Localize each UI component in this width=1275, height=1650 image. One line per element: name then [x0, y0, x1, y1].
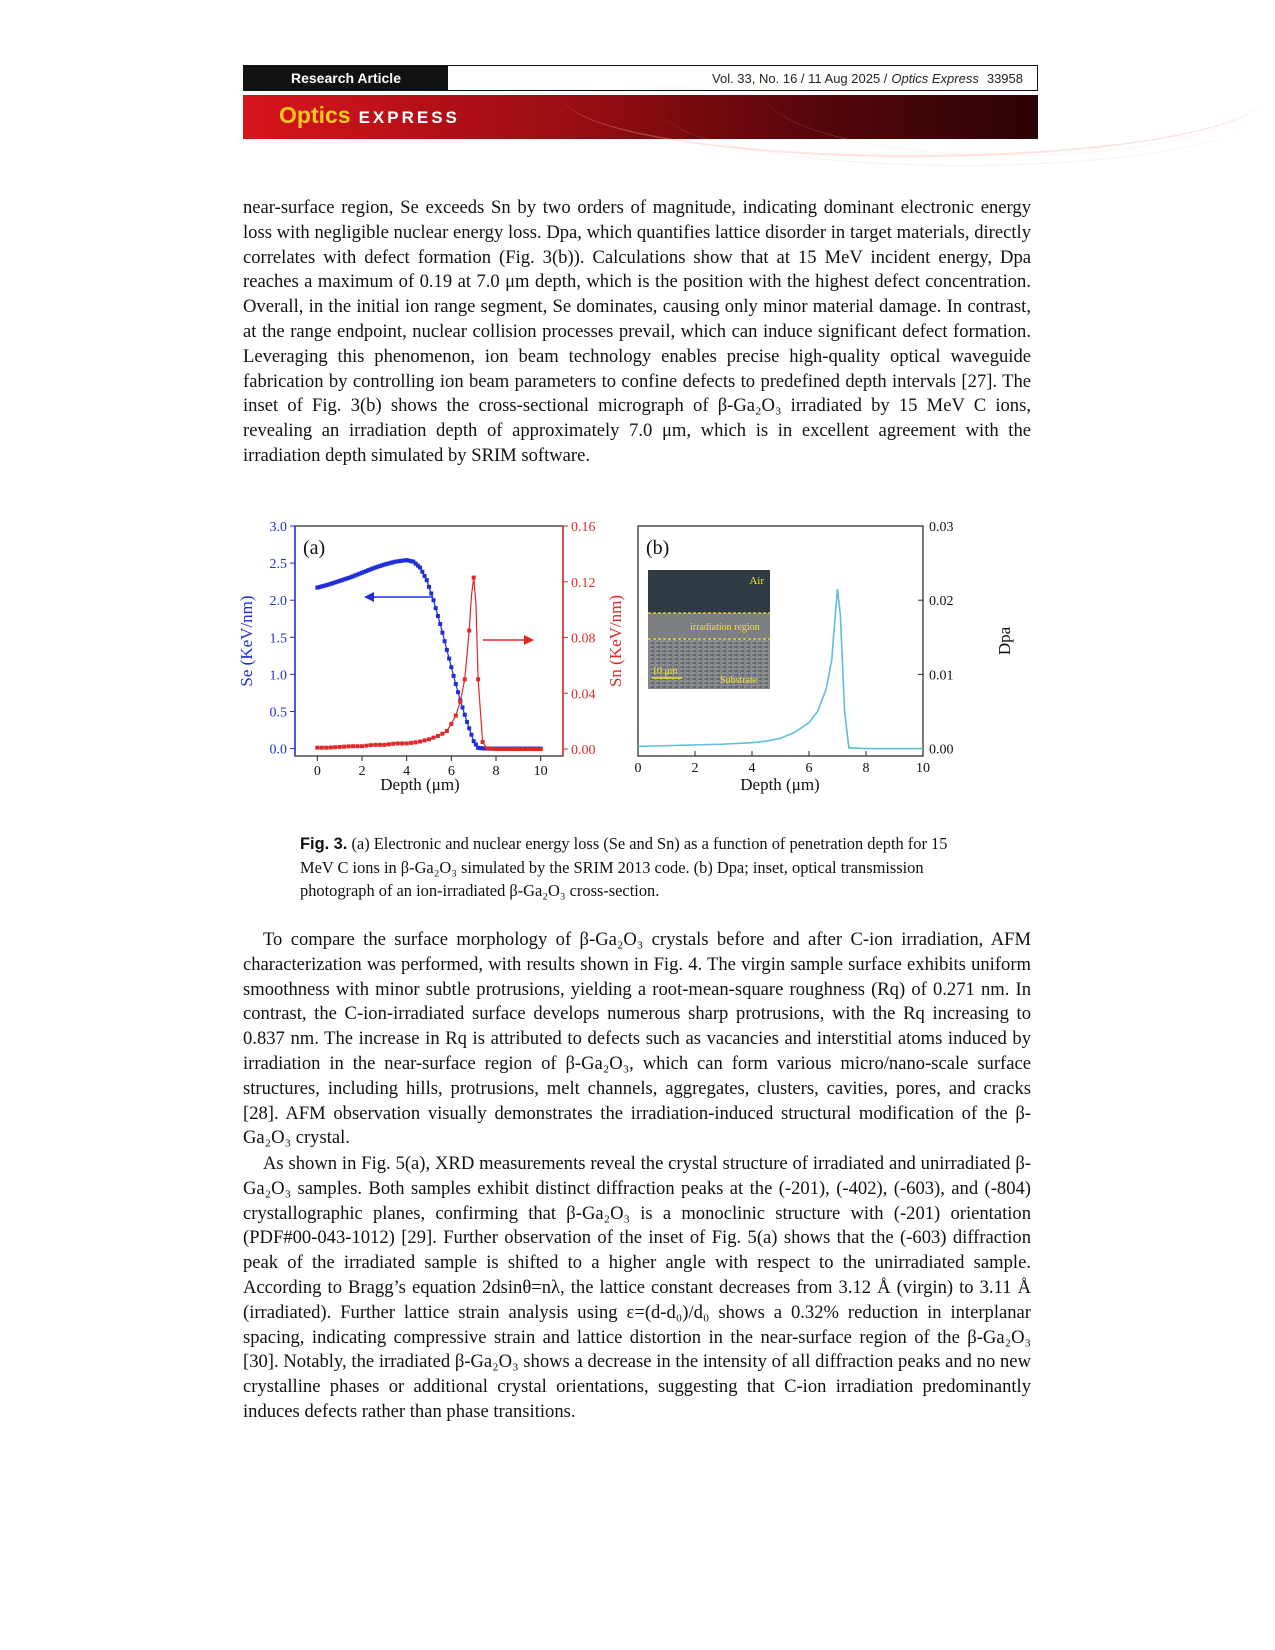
inset-scale-label: 10 μm — [652, 666, 678, 677]
journal-banner — [243, 95, 1038, 139]
se-point — [429, 592, 433, 596]
se-point — [463, 713, 467, 717]
sn-point — [356, 744, 360, 748]
y2-tick-label: 0.08 — [571, 631, 596, 647]
sn-point — [369, 743, 373, 747]
x-tick-label: 8 — [492, 764, 500, 779]
se-point — [440, 631, 444, 635]
sn-point — [476, 677, 480, 681]
y2-tick-label: 0.03 — [929, 520, 954, 535]
se-point — [443, 639, 447, 643]
y2-tick-label: 0.01 — [929, 668, 954, 684]
x-tick-label: 2 — [691, 761, 699, 776]
se-series — [315, 558, 542, 750]
x-tick-label: 2 — [358, 764, 366, 779]
panel-b-chart — [635, 520, 1015, 794]
x-tick-label: 10 — [533, 764, 548, 779]
se-point — [465, 720, 469, 724]
sn-point — [521, 747, 525, 751]
se-point — [447, 657, 451, 661]
sn-point — [329, 745, 333, 749]
se-point — [434, 606, 438, 610]
se-point — [456, 690, 460, 694]
panel-b-x-ticks — [635, 751, 931, 776]
x-tick-label: 6 — [805, 761, 813, 776]
panel-a-chart — [237, 520, 625, 794]
y2-tick-label: 0.00 — [929, 742, 954, 758]
sn-point — [364, 744, 368, 748]
sn-point — [463, 677, 467, 681]
sn-point — [378, 743, 382, 747]
y-tick-label: 1.0 — [269, 668, 287, 684]
article-type-label: Research Article — [244, 66, 448, 90]
se-point — [431, 598, 435, 602]
panel-b-y2-axis-title: Dpa — [995, 626, 1014, 656]
y2-tick-label: 0.12 — [571, 575, 596, 591]
caption-text: (a) Electronic and nuclear energy loss (Se and Sn) as a function of penetration depth for 15 MeV C ions in β-Ga₂O₃ simulated by the SRIM 2013 code. (b) Dpa; inset, optical transmission photograph of an ion-irradiated β-Ga₂O₃ cross-section. — [300, 834, 948, 900]
sn-point — [387, 742, 391, 746]
y-tick-label: 1.5 — [269, 631, 287, 647]
paragraph-3: As shown in Fig. 5(a), XRD measurements reveal the crystal structure of irradiated and unirradiated β-Ga₂O₃ samples. Both samples exhibit distinct diffraction peaks at the (-201), (-402), (-603), and (-804) crystallographic planes, confirming that β-Ga₂O₃ is a monoclinic structure with (-201) orientation (PDF#00-043-1012) [29]. Further observation of the inset of Fig. 5(a) shows that the (-603) diffraction peak of the irradiated sample is shifted to a higher angle with respect to the unirradiated sample. According to Bragg’s equation 2dsinθ=nλ, the lattice constant decreases from 3.12 Å (virgin) to 3.11 Å (irradiated). Further lattice strain analysis using ε=(d-d₀)/d₀ shows a 0.32% reduction in interplanar spacing, indicating compressive strain and lattice distortion in the near-surface region of the β-Ga₂O₃ [30]. Notably, the irradiated β-Ga₂O₃ shows a decrease in the intensity of all diffraction peaks and no new crystalline phases or additional crystal orientations, suggesting that C-ion irradiation predominantly induces defects rather than phase transitions. — [243, 1153, 1031, 1422]
sn-point — [333, 745, 337, 749]
y2-tick-label: 0.04 — [571, 687, 596, 703]
sn-point — [391, 742, 395, 746]
se-point — [438, 622, 442, 626]
sn-series — [315, 576, 542, 751]
x-tick-label: 10 — [916, 761, 930, 776]
sn-point — [418, 740, 422, 744]
sn-point — [454, 714, 458, 718]
inset-label-air: Air — [749, 575, 764, 587]
x-tick-label: 4 — [748, 761, 756, 776]
sn-point — [449, 722, 453, 726]
se-point — [425, 578, 429, 582]
panel-a-x-axis-title: Depth (μm) — [380, 775, 460, 794]
sn-point — [342, 745, 346, 749]
sn-point — [512, 747, 516, 751]
sn-point — [472, 576, 476, 580]
sn-point — [507, 747, 511, 751]
se-point — [449, 665, 453, 669]
se-point — [420, 570, 424, 574]
x-tick-label: 0 — [313, 764, 321, 779]
sn-point — [458, 700, 462, 704]
sn-point — [315, 746, 319, 750]
sn-point — [405, 741, 409, 745]
panel-a-y-axis-title: Se (KeV/nm) — [237, 595, 256, 687]
sn-point — [490, 747, 494, 751]
panel-a-y2-axis-title: Sn (KeV/nm) — [606, 594, 625, 688]
se-point — [454, 682, 458, 686]
sn-point — [382, 743, 386, 747]
sn-point — [347, 744, 351, 748]
citation-journal: Optics Express — [891, 70, 979, 86]
se-point — [427, 585, 431, 589]
sn-point — [503, 747, 507, 751]
sn-point — [440, 732, 444, 736]
panel-b-label: (b) — [646, 537, 670, 559]
sn-point — [414, 740, 418, 744]
sn-point — [530, 747, 534, 751]
figure-3-caption — [300, 832, 980, 902]
citation-volume: Vol. 33, No. 16 / 11 Aug 2025 / — [712, 70, 888, 86]
y-tick-label: 2.0 — [269, 594, 287, 610]
inset-label-irradiation: irradiation region — [690, 622, 760, 633]
caption-label: Fig. 3. — [300, 835, 348, 853]
panel-a-y-ticks — [270, 520, 296, 758]
y-tick-label: 3.0 — [269, 520, 287, 535]
sn-point — [373, 743, 377, 747]
y2-tick-label: 0.02 — [929, 594, 954, 610]
sn-point — [431, 736, 435, 740]
se-point — [461, 706, 465, 710]
x-tick-label: 8 — [862, 761, 870, 776]
sn-arrow-head — [524, 635, 534, 645]
sn-point — [360, 744, 364, 748]
sn-point — [445, 729, 449, 733]
se-point — [452, 674, 456, 678]
panel-a-y2-ticks — [563, 520, 596, 758]
logo-optics-text: Optics — [279, 102, 351, 128]
sn-point — [516, 747, 520, 751]
sn-point — [481, 740, 485, 744]
y-tick-label: 0.0 — [269, 742, 287, 758]
sn-point — [324, 746, 328, 750]
inset-micrograph — [648, 570, 770, 689]
panel-a-frame — [295, 526, 563, 756]
x-tick-label: 4 — [403, 764, 411, 779]
sn-point — [485, 746, 489, 750]
sn-line — [317, 578, 540, 749]
sn-point — [320, 746, 324, 750]
logo-express-text: EXPRESS — [358, 108, 460, 127]
sn-point — [534, 747, 538, 751]
citation-page: 33958 — [986, 70, 1023, 86]
paragraph-1: near-surface region, Se exceeds Sn by two orders of magnitude, indicating dominant electronic energy loss with negligible nuclear energy loss. Dpa, which quantifies lattice disorder in target materials, directly correlates with defect formation (Fig. 3(b)). Calculations show that at 15 MeV incident energy, Dpa reaches a maximum of 0.19 at 7.0 μm depth, which is the position with the highest defect concentration. Overall, in the initial ion range segment, Se dominates, causing only minor material damage. In contrast, at the range endpoint, nuclear collision processes prevail, which can induce significant defect formation. Leveraging this phenomenon, ion beam technology enables precise high-quality optical waveguide fabrication by controlling ion beam parameters to confine defects to predefined depth intervals [27]. The inset of Fig. 3(b) shows the cross-sectional micrograph of β-Ga₂O₃ irradiated by 15 MeV C ions, revealing an irradiation depth of approximately 7.0 μm, which is in excellent agreement with the irradiation depth simulated by SRIM software. — [243, 197, 1031, 466]
se-point — [445, 648, 449, 652]
banner-decoration — [763, 25, 1263, 156]
paragraph-2: To compare the surface morphology of β-Ga₂O₃ crystals before and after C-ion irradiation, AFM characterization was performed, with results shown in Fig. 4. The virgin sample surface exhibits uniform smoothness with minor subtle protrusions, yielding a root-mean-square roughness (Rq) of 0.271 nm. In contrast, the C-ion-irradiated surface develops numerous sharp protrusions, with the Rq increasing to 0.837 nm. The increase in Rq is attributed to defects such as vacancies and interstitial atoms induced by irradiation in the near-surface region of β-Ga₂O₃, which can form various micro/nano-scale surface structures, including hills, protrusions, melt channels, aggregates, clusters, cavities, pores, and cracks [28]. AFM observation visually demonstrates the irradiation-induced structural modification of the β-Ga₂O₃ crystal. — [243, 929, 1031, 1149]
se-point — [467, 726, 471, 730]
se-point — [469, 733, 473, 737]
panel-a-label: (a) — [303, 537, 326, 559]
panel-b-x-axis-title: Depth (μm) — [740, 775, 820, 794]
sn-point — [467, 629, 471, 633]
sn-point — [498, 747, 502, 751]
sn-point — [338, 745, 342, 749]
x-tick-label: 6 — [447, 764, 455, 779]
sn-point — [396, 741, 400, 745]
se-arrow-head — [364, 592, 374, 602]
se-point — [418, 566, 422, 570]
sn-point — [351, 744, 355, 748]
sn-point — [427, 737, 431, 741]
sn-point — [436, 734, 440, 738]
sn-point — [423, 738, 427, 742]
se-point — [436, 614, 440, 618]
x-tick-label: 0 — [634, 761, 642, 776]
inset-label-substrate: Substrate — [720, 675, 758, 686]
figure-3 — [237, 512, 1040, 812]
journal-logo — [279, 102, 460, 129]
sn-point — [539, 747, 543, 751]
sn-point — [494, 747, 498, 751]
y-tick-label: 0.5 — [269, 705, 287, 721]
y2-tick-label: 0.00 — [571, 743, 596, 759]
y-tick-label: 2.5 — [269, 557, 287, 573]
se-point — [423, 574, 427, 578]
sn-point — [409, 741, 413, 745]
y2-tick-label: 0.16 — [571, 520, 596, 535]
sn-point — [400, 741, 404, 745]
sn-point — [525, 747, 529, 751]
